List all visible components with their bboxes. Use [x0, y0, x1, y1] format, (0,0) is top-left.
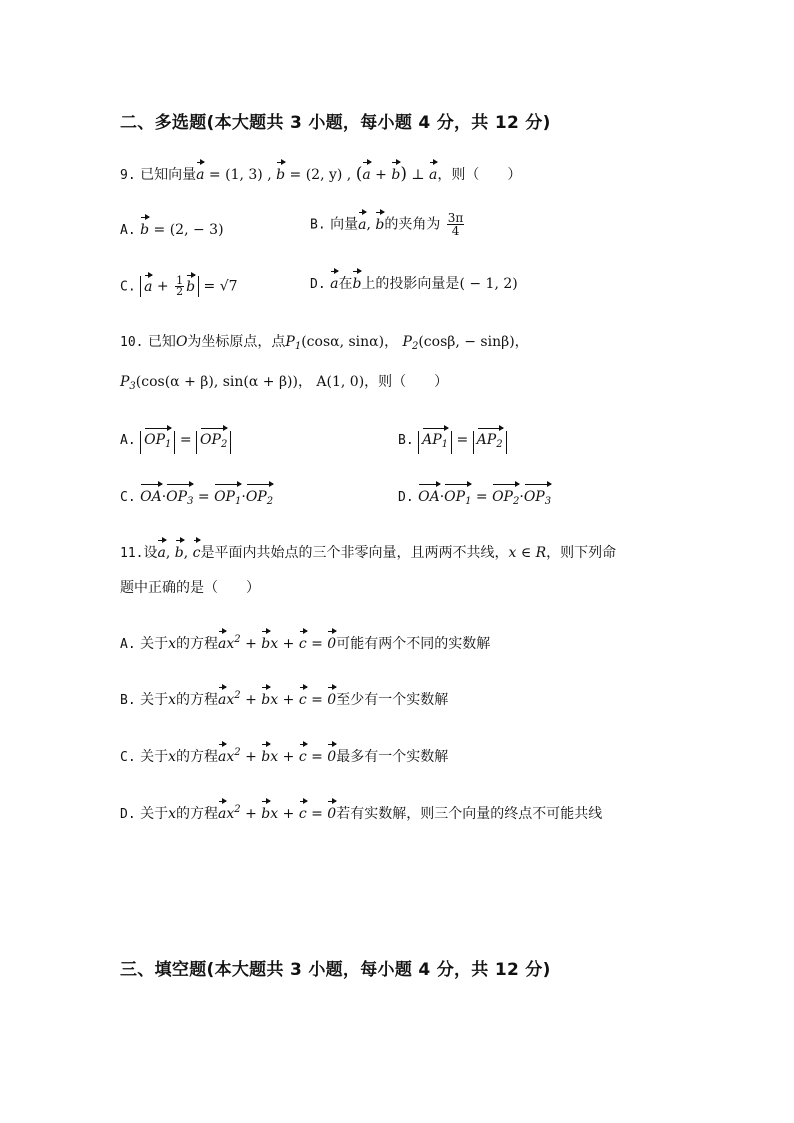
section-3-title: 三、填空题(本大题共 3 小题，每小题 4 分，共 12 分) — [120, 960, 551, 980]
q11-number: 11. — [120, 546, 144, 561]
q10-number: 10. — [120, 335, 144, 350]
fraction-3pi-over-4: $\frac{3\pi}{4}$ — [447, 211, 464, 238]
q11-option-c: C. 关于x的方程$ax^2$ + bx + c = 0最多有一个实数解 — [120, 747, 449, 765]
q11-option-b: B. 关于x的方程$ax^2$ + bx + c = 0至少有一个实数解 — [120, 690, 449, 708]
q10-option-c: C. $OA\cdot OP_3 = OP_1\cdot OP_2$ — [120, 487, 273, 512]
q9-stem: 9. 已知向量a = (1, 3) , b = (2, y) , (a + b) ⊥ a，则（ ） — [120, 164, 522, 184]
vector-b: b — [276, 167, 286, 183]
q9-number: 9. — [120, 168, 136, 183]
q11-option-a: A. 关于x的方程$ax^2$ + bx + c = 0可能有两个不同的实数解 — [120, 634, 491, 652]
q11-stem-line2: 题中正确的是（ ） — [120, 580, 260, 596]
section-2-title: 二、多选题(本大题共 3 小题，每小题 4 分，共 12 分) — [120, 113, 551, 133]
q10-stem-line2: $P_3(\cos(\alpha + \beta)$, sin(α + β))， A(1, 0)，则（ ） — [120, 374, 449, 392]
q9-option-d: D. a在b上的投影向量是( − 1, 2) — [310, 276, 518, 292]
q10-option-b: B. $AP_1 = AP_2$ — [398, 430, 507, 454]
q11-option-d: D. 关于x的方程$ax^2$ + bx + c = 0若有实数解，则三个向量的终点不可能共线 — [120, 804, 603, 822]
q9-option-b: B. 向量a, b的夹角为 $\frac{3\pi}{4}$ — [310, 211, 464, 238]
q10-stem-line1: 10. 已知O为坐标原点，点$P_1(\cos\alpha$, sinα)， $P_2(\cos\beta$, − sinβ)， — [120, 334, 529, 352]
vector-a: a — [196, 167, 205, 183]
q10-option-d: D. $OA\cdot OP_1 = OP_2\cdot OP_3$ — [398, 487, 551, 512]
q9-option-c: C. a + $\frac{1}{2}$ b = √7 — [120, 274, 238, 298]
q9-option-a: A. b = (2, − 3) — [120, 222, 224, 238]
q10-option-a: A. $OP_1 = OP_2$ — [120, 430, 231, 454]
q11-stem-line1: 11.设a, b, c是平面内共始点的三个非零向量，且两两不共线，x ∈ R，则下列命 — [120, 545, 617, 561]
